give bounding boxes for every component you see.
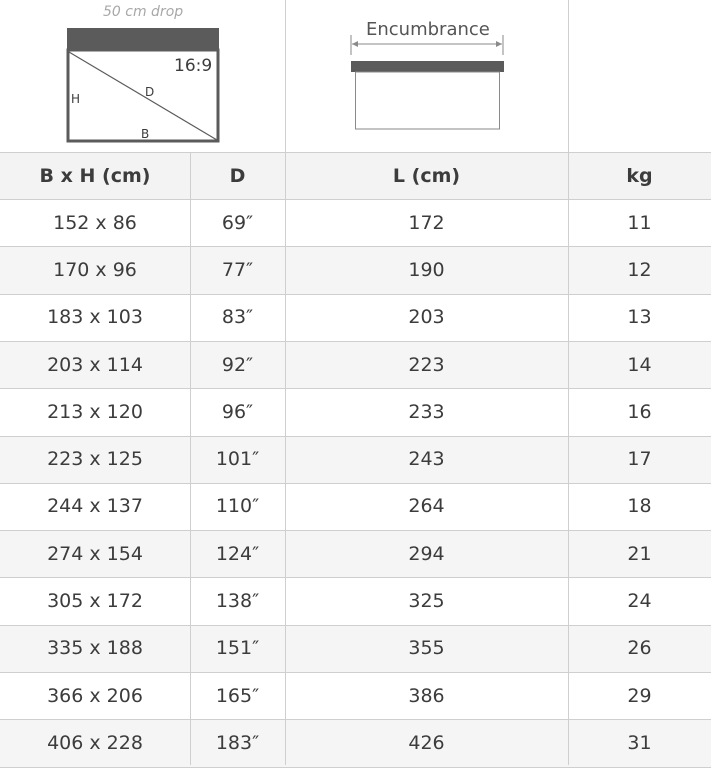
table-cell: 29	[627, 684, 652, 707]
table-cell: 77″	[221, 258, 254, 281]
table-cell: 406 x 228	[47, 731, 143, 754]
table-cell: 16	[627, 400, 652, 423]
table-cell: 386	[408, 684, 445, 707]
table-cell: 190	[408, 258, 445, 281]
table-cell: 165″	[215, 684, 260, 707]
table-cell: 101″	[215, 448, 260, 471]
table-cell: 203	[408, 306, 445, 329]
row-divider	[0, 483, 711, 484]
row-divider	[0, 672, 711, 673]
table-cell: 12	[627, 258, 652, 281]
arrow-right-icon	[496, 41, 502, 47]
table-cell: 366 x 206	[47, 684, 143, 707]
column-divider	[568, 0, 569, 765]
table-cell: 151″	[215, 637, 260, 660]
column-header: D	[229, 164, 246, 187]
table-cell: 83″	[221, 306, 254, 329]
encumbrance-label: Encumbrance	[366, 19, 490, 40]
table-cell: 17	[627, 448, 652, 471]
table-cell: 213 x 120	[47, 400, 143, 423]
table-cell: 325	[408, 590, 445, 613]
table-cell: 18	[627, 495, 652, 518]
ratio-label: 16:9	[174, 56, 213, 76]
row-divider	[0, 767, 711, 768]
table-cell: 69″	[221, 211, 254, 234]
table-cell: 152 x 86	[53, 211, 137, 234]
table-cell: 11	[627, 211, 652, 234]
table-cell: 264	[408, 495, 445, 518]
column-header: kg	[626, 164, 653, 187]
encumbrance-diagram	[345, 30, 510, 134]
row-divider	[0, 199, 711, 200]
table-cell: 426	[408, 731, 445, 754]
row-divider	[0, 341, 711, 342]
table-cell: 13	[627, 306, 652, 329]
screen-diagram	[60, 22, 230, 150]
row-divider	[0, 530, 711, 531]
table-cell: 355	[408, 637, 445, 660]
row-divider	[0, 152, 711, 153]
drop-label: 50 cm drop	[103, 4, 184, 20]
table-cell: 21	[627, 542, 652, 565]
column-divider	[190, 152, 191, 765]
table-cell: 243	[408, 448, 445, 471]
row-divider	[0, 719, 711, 720]
row-divider	[0, 436, 711, 437]
table-cell: 223	[408, 353, 445, 376]
b-label: B	[141, 127, 150, 141]
table-cell: 24	[627, 590, 652, 613]
d-label: D	[145, 85, 155, 99]
column-header: L (cm)	[392, 164, 461, 187]
screen-case	[67, 28, 219, 50]
row-divider	[0, 388, 711, 389]
table-cell: 172	[408, 211, 445, 234]
row-divider	[0, 294, 711, 295]
table-cell: 203 x 114	[47, 353, 143, 376]
table-cell: 124″	[215, 542, 260, 565]
table-cell: 26	[627, 637, 652, 660]
table-cell: 223 x 125	[47, 448, 143, 471]
table-cell: 183″	[215, 731, 260, 754]
table-cell: 31	[627, 731, 652, 754]
table-cell: 244 x 137	[47, 495, 143, 518]
column-divider	[285, 0, 286, 765]
table-cell: 274 x 154	[47, 542, 143, 565]
table-cell: 170 x 96	[53, 258, 137, 281]
case-bar	[351, 61, 504, 72]
arrow-left-icon	[352, 41, 358, 47]
table-cell: 14	[627, 353, 652, 376]
table-cell: 183 x 103	[47, 306, 143, 329]
column-header: B x H (cm)	[39, 164, 151, 187]
h-label: H	[71, 92, 81, 106]
table-cell: 335 x 188	[47, 637, 143, 660]
case-body	[356, 72, 500, 129]
row-divider	[0, 577, 711, 578]
table-cell: 96″	[221, 400, 254, 423]
table-cell: 305 x 172	[47, 590, 143, 613]
row-divider	[0, 625, 711, 626]
table-cell: 138″	[215, 590, 260, 613]
table-cell: 92″	[221, 353, 254, 376]
table-cell: 110″	[215, 495, 260, 518]
table-cell: 294	[408, 542, 445, 565]
row-divider	[0, 246, 711, 247]
table-cell: 233	[408, 400, 445, 423]
